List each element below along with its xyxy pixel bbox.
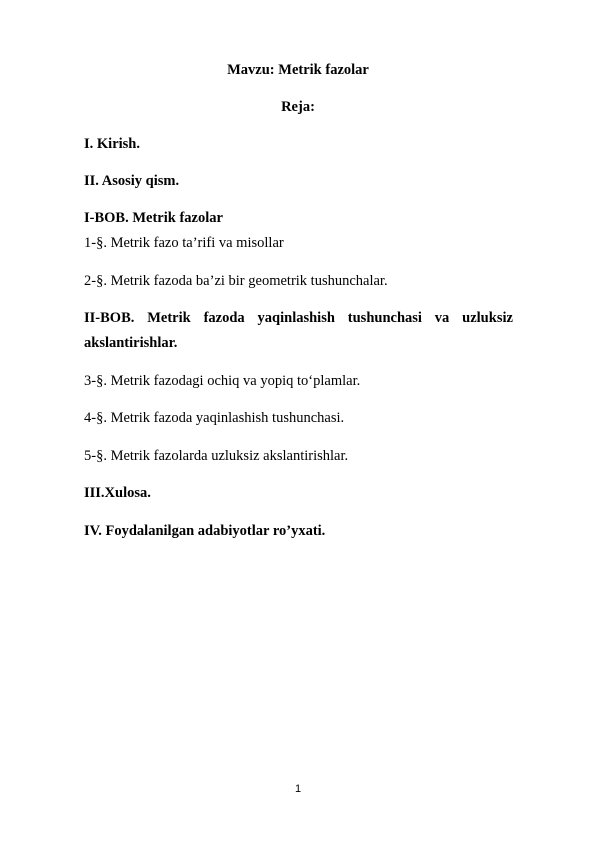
plan-heading: Reja: (281, 99, 315, 115)
toc-chapter-2-continuation: akslantirishlar. (84, 335, 178, 351)
document-title: Mavzu: Metrik fazolar (227, 62, 369, 78)
toc-chapter-2-word: va (434, 310, 450, 326)
page-number: 1 (294, 783, 302, 795)
toc-item-main-part: II. Asosiy qism. (84, 173, 180, 189)
toc-chapter-2-word: uzluksiz (462, 310, 513, 326)
toc-section-1: 1-§. Metrik fazo ta’rifi va misollar (84, 235, 284, 251)
toc-chapter-2-word: II-BOB. (84, 310, 135, 326)
toc-section-5: 5-§. Metrik fazolarda uzluksiz akslantirishlar. (84, 448, 349, 464)
toc-item-intro: I. Kirish. (84, 136, 140, 152)
toc-section-4: 4-§. Metrik fazoda yaqinlashish tushunchasi. (84, 410, 345, 426)
toc-item-conclusion: III.Xulosa. (84, 485, 151, 501)
toc-section-2: 2-§. Metrik fazoda ba’zi bir geometrik tushunchalar. (84, 273, 388, 289)
toc-section-3: 3-§. Metrik fazodagi ochiq va yopiq to‘plamlar. (84, 373, 361, 389)
toc-chapter-2-word: fazoda (203, 310, 245, 326)
toc-chapter-2-word: Metrik (147, 310, 191, 326)
toc-chapter-2-word: tushunchasi (347, 310, 422, 326)
toc-chapter-1: I-BOB. Metrik fazolar (84, 210, 223, 226)
toc-chapter-2-line (84, 309, 513, 327)
toc-chapter-2-word: yaqinlashish (257, 310, 335, 326)
toc-item-references: IV. Foydalanilgan adabiyotlar ro’yxati. (84, 523, 326, 539)
